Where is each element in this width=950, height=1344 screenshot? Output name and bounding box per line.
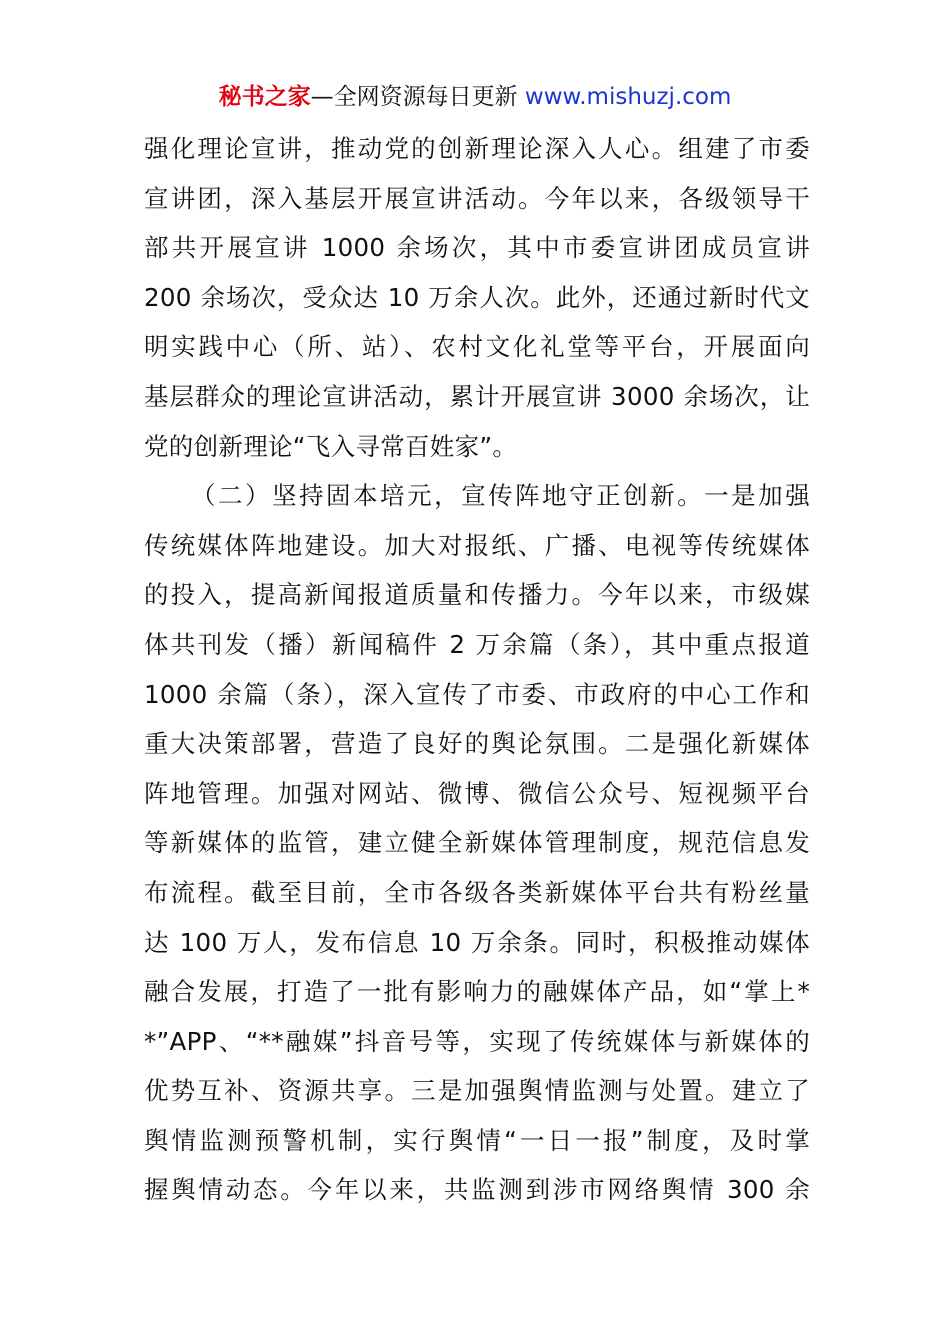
text-line: 200 余场次，受众达 10 万余人次。此外，还通过新时代文 bbox=[144, 282, 810, 312]
document-body bbox=[144, 124, 810, 1215]
text-line: 宣讲团，深入基层开展宣讲活动。今年以来，各级领导干 bbox=[144, 183, 810, 213]
page-header bbox=[0, 80, 950, 114]
brand-name: 秘书之家 bbox=[218, 84, 311, 110]
text-line: 优势互补、资源共享。三是加强舆情监测与处置。建立了 bbox=[144, 1076, 810, 1106]
text-line: 达 100 万人，发布信息 10 万余条。同时，积极推动媒体 bbox=[144, 927, 810, 957]
section-heading-line: （二）坚持固本培元，宣传阵地守正创新。一是加强 bbox=[191, 481, 810, 511]
text-line: 明实践中心（所、站）、农村文化礼堂等平台，开展面向 bbox=[144, 332, 810, 362]
header-url[interactable]: www.mishuzj.com bbox=[524, 84, 732, 110]
text-line: 等新媒体的监管，建立健全新媒体管理制度，规范信息发 bbox=[144, 828, 810, 858]
text-line: 体共刊发（播）新闻稿件 2 万余篇（条），其中重点报道 bbox=[144, 629, 810, 659]
text-line: 强化理论宣讲，推动党的创新理论深入人心。组建了市委 bbox=[144, 134, 810, 163]
text-line: 基层群众的理论宣讲活动，累计开展宣讲 3000 余场次，让 bbox=[144, 381, 810, 411]
text-line: 舆情监测预警机制，实行舆情“一日一报”制度，及时掌 bbox=[144, 1125, 810, 1155]
text-line: 融合发展，打造了一批有影响力的融媒体产品，如“掌上* bbox=[144, 977, 810, 1007]
text-line: 重大决策部署，营造了良好的舆论氛围。二是强化新媒体 bbox=[144, 729, 810, 759]
header-tagline: —全网资源每日更新 bbox=[310, 84, 525, 110]
text-line: 阵地管理。加强对网站、微博、微信公众号、短视频平台 bbox=[144, 778, 810, 808]
text-line: 布流程。截至目前，全市各级各类新媒体平台共有粉丝量 bbox=[144, 877, 810, 907]
text-line: 1000 余篇（条），深入宣传了市委、市政府的中心工作和 bbox=[144, 679, 810, 709]
text-line: 部共开展宣讲 1000 余场次，其中市委宣讲团成员宣讲 bbox=[144, 233, 810, 263]
text-line: 握舆情动态。今年以来，共监测到涉市网络舆情 300 余 bbox=[144, 1175, 810, 1205]
text-line: 党的创新理论“飞入寻常百姓家”。 bbox=[144, 431, 518, 461]
text-line: 的投入，提高新闻报道质量和传播力。今年以来，市级媒 bbox=[144, 580, 810, 610]
text-line: 传统媒体阵地建设。加大对报纸、广播、电视等传统媒体 bbox=[144, 530, 810, 560]
text-line: *”APP、“**融媒”抖音号等，实现了传统媒体与新媒体的 bbox=[144, 1026, 810, 1056]
